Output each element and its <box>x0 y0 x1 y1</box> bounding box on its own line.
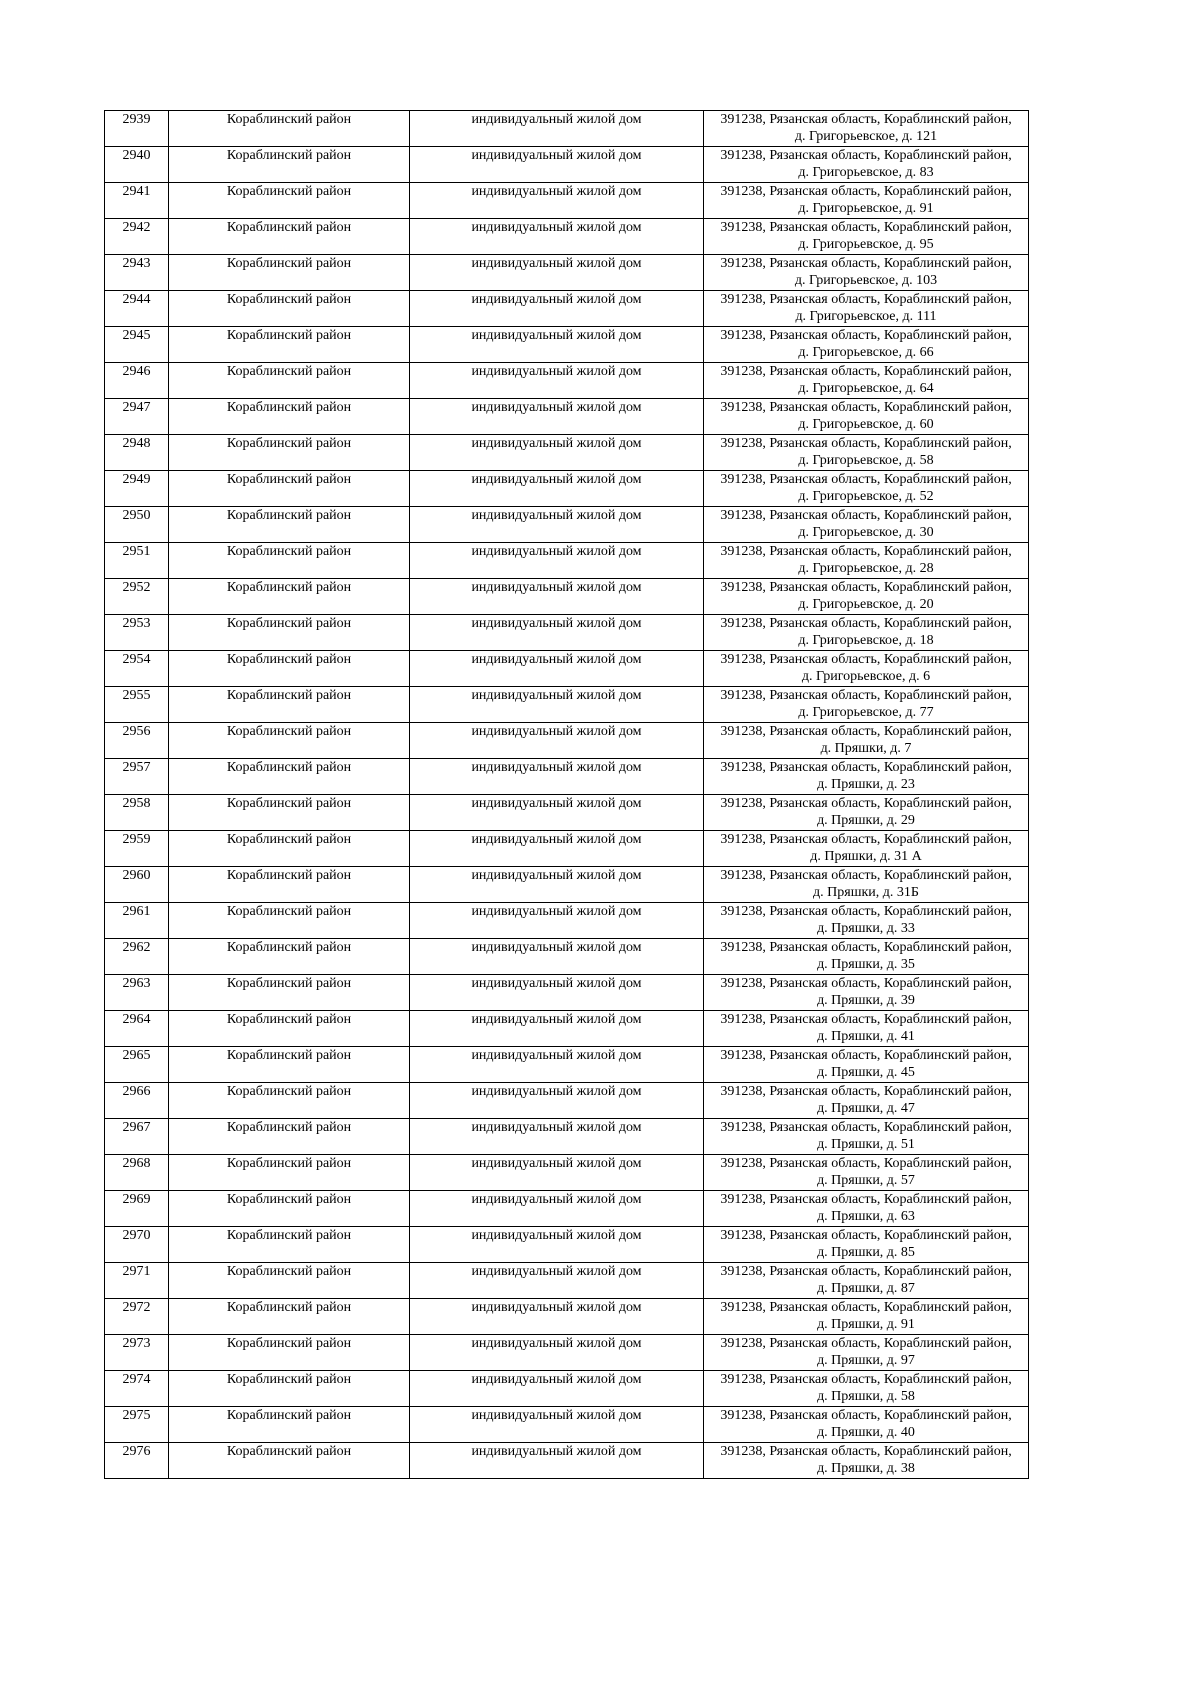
row-number-cell: 2943 <box>105 255 169 291</box>
address-line-region: 391238, Рязанская область, Кораблинский район, <box>720 544 1012 559</box>
table-row <box>105 1119 1029 1155</box>
address-line-house: д. Пряшки, д. 58 <box>817 1389 915 1404</box>
object-type-cell: индивидуальный жилой дом <box>410 1443 704 1479</box>
district-cell: Кораблинский район <box>169 147 410 183</box>
address-line-region: 391238, Рязанская область, Кораблинский район, <box>720 1012 1012 1027</box>
address-cell <box>704 111 1029 147</box>
object-type-cell: индивидуальный жилой дом <box>410 291 704 327</box>
row-number-cell: 2952 <box>105 579 169 615</box>
address-line-region: 391238, Рязанская область, Кораблинский район, <box>720 508 1012 523</box>
object-type-cell: индивидуальный жилой дом <box>410 327 704 363</box>
row-number-cell: 2968 <box>105 1155 169 1191</box>
table-row <box>105 1335 1029 1371</box>
table-row <box>105 255 1029 291</box>
object-type-cell: индивидуальный жилой дом <box>410 867 704 903</box>
address-cell <box>704 651 1029 687</box>
district-cell: Кораблинский район <box>169 687 410 723</box>
district-cell: Кораблинский район <box>169 579 410 615</box>
address-line-region: 391238, Рязанская область, Кораблинский район, <box>720 1228 1012 1243</box>
address-cell <box>704 723 1029 759</box>
row-number-cell: 2955 <box>105 687 169 723</box>
address-cell <box>704 435 1029 471</box>
address-line-region: 391238, Рязанская область, Кораблинский район, <box>720 1444 1012 1459</box>
row-number-cell: 2973 <box>105 1335 169 1371</box>
table-row <box>105 687 1029 723</box>
district-cell: Кораблинский район <box>169 831 410 867</box>
address-line-house: д. Григорьевское, д. 20 <box>798 597 934 612</box>
address-cell <box>704 363 1029 399</box>
object-type-cell: индивидуальный жилой дом <box>410 723 704 759</box>
address-cell <box>704 903 1029 939</box>
address-line-region: 391238, Рязанская область, Кораблинский район, <box>720 364 1012 379</box>
address-cell <box>704 1407 1029 1443</box>
object-type-cell: индивидуальный жилой дом <box>410 183 704 219</box>
address-line-house: д. Григорьевское, д. 66 <box>798 345 934 360</box>
address-cell <box>704 219 1029 255</box>
address-line-region: 391238, Рязанская область, Кораблинский район, <box>720 904 1012 919</box>
address-line-house: д. Пряшки, д. 35 <box>817 957 915 972</box>
address-line-house: д. Пряшки, д. 31 А <box>810 849 922 864</box>
address-line-region: 391238, Рязанская область, Кораблинский район, <box>720 400 1012 415</box>
district-cell: Кораблинский район <box>169 399 410 435</box>
row-number-cell: 2965 <box>105 1047 169 1083</box>
address-cell <box>704 1047 1029 1083</box>
table-row <box>105 759 1029 795</box>
row-number-cell: 2963 <box>105 975 169 1011</box>
object-type-cell: индивидуальный жилой дом <box>410 1335 704 1371</box>
address-cell <box>704 543 1029 579</box>
address-line-region: 391238, Рязанская область, Кораблинский район, <box>720 868 1012 883</box>
object-type-cell: индивидуальный жилой дом <box>410 975 704 1011</box>
object-type-cell: индивидуальный жилой дом <box>410 111 704 147</box>
object-type-cell: индивидуальный жилой дом <box>410 615 704 651</box>
address-line-region: 391238, Рязанская область, Кораблинский район, <box>720 436 1012 451</box>
district-cell: Кораблинский район <box>169 1227 410 1263</box>
district-cell: Кораблинский район <box>169 543 410 579</box>
address-line-house: д. Григорьевское, д. 6 <box>801 669 931 684</box>
table-row <box>105 471 1029 507</box>
district-cell: Кораблинский район <box>169 255 410 291</box>
address-line-region: 391238, Рязанская область, Кораблинский район, <box>720 1300 1012 1315</box>
table-row <box>105 615 1029 651</box>
row-number-cell: 2939 <box>105 111 169 147</box>
address-line-region: 391238, Рязанская область, Кораблинский район, <box>720 1264 1012 1279</box>
object-type-cell: индивидуальный жилой дом <box>410 147 704 183</box>
address-cell <box>704 1011 1029 1047</box>
table-row <box>105 363 1029 399</box>
address-cell <box>704 399 1029 435</box>
district-cell: Кораблинский район <box>169 1155 410 1191</box>
address-line-house: д. Пряшки, д. 45 <box>817 1065 915 1080</box>
address-cell <box>704 1191 1029 1227</box>
row-number-cell: 2948 <box>105 435 169 471</box>
address-line-region: 391238, Рязанская область, Кораблинский район, <box>720 724 1012 739</box>
district-cell: Кораблинский район <box>169 435 410 471</box>
table-row <box>105 1047 1029 1083</box>
address-line-house: д. Григорьевское, д. 64 <box>798 381 934 396</box>
address-line-house: д. Пряшки, д. 40 <box>817 1425 915 1440</box>
object-type-cell: индивидуальный жилой дом <box>410 1119 704 1155</box>
row-number-cell: 2946 <box>105 363 169 399</box>
object-type-cell: индивидуальный жилой дом <box>410 399 704 435</box>
row-number-cell: 2971 <box>105 1263 169 1299</box>
table-row <box>105 1155 1029 1191</box>
row-number-cell: 2974 <box>105 1371 169 1407</box>
address-line-house: д. Пряшки, д. 51 <box>817 1137 915 1152</box>
row-number-cell: 2976 <box>105 1443 169 1479</box>
address-line-house: д. Григорьевское, д. 111 <box>795 309 937 324</box>
table-row <box>105 291 1029 327</box>
address-line-region: 391238, Рязанская область, Кораблинский район, <box>720 832 1012 847</box>
address-line-house: д. Григорьевское, д. 83 <box>798 165 934 180</box>
table-row <box>105 1263 1029 1299</box>
district-cell: Кораблинский район <box>169 363 410 399</box>
object-type-cell: индивидуальный жилой дом <box>410 903 704 939</box>
address-line-house: д. Григорьевское, д. 30 <box>798 525 934 540</box>
district-cell: Кораблинский район <box>169 327 410 363</box>
table-row <box>105 579 1029 615</box>
address-line-region: 391238, Рязанская область, Кораблинский район, <box>720 760 1012 775</box>
row-number-cell: 2940 <box>105 147 169 183</box>
row-number-cell: 2956 <box>105 723 169 759</box>
district-cell: Кораблинский район <box>169 903 410 939</box>
address-line-region: 391238, Рязанская область, Кораблинский район, <box>720 148 1012 163</box>
address-cell <box>704 687 1029 723</box>
table-row <box>105 867 1029 903</box>
table-row <box>105 831 1029 867</box>
table-row <box>105 327 1029 363</box>
address-line-region: 391238, Рязанская область, Кораблинский район, <box>720 688 1012 703</box>
address-line-house: д. Пряшки, д. 23 <box>817 777 915 792</box>
address-line-region: 391238, Рязанская область, Кораблинский район, <box>720 616 1012 631</box>
object-type-cell: индивидуальный жилой дом <box>410 1191 704 1227</box>
address-line-region: 391238, Рязанская область, Кораблинский район, <box>720 1336 1012 1351</box>
object-type-cell: индивидуальный жилой дом <box>410 795 704 831</box>
object-type-cell: индивидуальный жилой дом <box>410 759 704 795</box>
address-line-region: 391238, Рязанская область, Кораблинский район, <box>720 652 1012 667</box>
address-line-house: д. Пряшки, д. 33 <box>817 921 915 936</box>
row-number-cell: 2960 <box>105 867 169 903</box>
address-cell <box>704 831 1029 867</box>
address-line-house: д. Пряшки, д. 91 <box>817 1317 915 1332</box>
object-type-cell: индивидуальный жилой дом <box>410 1263 704 1299</box>
row-number-cell: 2969 <box>105 1191 169 1227</box>
district-cell: Кораблинский район <box>169 867 410 903</box>
row-number-cell: 2958 <box>105 795 169 831</box>
district-cell: Кораблинский район <box>169 291 410 327</box>
address-cell <box>704 507 1029 543</box>
object-type-cell: индивидуальный жилой дом <box>410 939 704 975</box>
address-line-region: 391238, Рязанская область, Кораблинский район, <box>720 1192 1012 1207</box>
address-line-house: д. Григорьевское, д. 95 <box>798 237 934 252</box>
table-row <box>105 111 1029 147</box>
address-line-house: д. Пряшки, д. 47 <box>817 1101 915 1116</box>
address-line-region: 391238, Рязанская область, Кораблинский район, <box>720 1408 1012 1423</box>
address-line-house: д. Пряшки, д. 41 <box>817 1029 915 1044</box>
district-cell: Кораблинский район <box>169 111 410 147</box>
table-row <box>105 1227 1029 1263</box>
district-cell: Кораблинский район <box>169 1191 410 1227</box>
object-type-cell: индивидуальный жилой дом <box>410 1083 704 1119</box>
district-cell: Кораблинский район <box>169 759 410 795</box>
district-cell: Кораблинский район <box>169 615 410 651</box>
table-row <box>105 1299 1029 1335</box>
address-cell <box>704 1155 1029 1191</box>
table-row <box>105 1407 1029 1443</box>
object-type-cell: индивидуальный жилой дом <box>410 1047 704 1083</box>
address-cell <box>704 291 1029 327</box>
object-type-cell: индивидуальный жилой дом <box>410 1011 704 1047</box>
address-cell <box>704 867 1029 903</box>
address-line-region: 391238, Рязанская область, Кораблинский район, <box>720 220 1012 235</box>
row-number-cell: 2954 <box>105 651 169 687</box>
row-number-cell: 2962 <box>105 939 169 975</box>
row-number-cell: 2975 <box>105 1407 169 1443</box>
table-row <box>105 1443 1029 1479</box>
district-cell: Кораблинский район <box>169 1119 410 1155</box>
address-line-house: д. Пряшки, д. 87 <box>817 1281 915 1296</box>
address-line-house: д. Григорьевское, д. 18 <box>798 633 934 648</box>
address-line-region: 391238, Рязанская область, Кораблинский район, <box>720 580 1012 595</box>
address-cell <box>704 795 1029 831</box>
address-cell <box>704 147 1029 183</box>
object-type-cell: индивидуальный жилой дом <box>410 1155 704 1191</box>
address-cell <box>704 759 1029 795</box>
address-cell <box>704 1371 1029 1407</box>
district-cell: Кораблинский район <box>169 1083 410 1119</box>
address-cell <box>704 1083 1029 1119</box>
district-cell: Кораблинский район <box>169 471 410 507</box>
address-cell <box>704 939 1029 975</box>
address-line-house: д. Григорьевское, д. 60 <box>798 417 934 432</box>
object-type-cell: индивидуальный жилой дом <box>410 1407 704 1443</box>
district-cell: Кораблинский район <box>169 183 410 219</box>
table-row <box>105 795 1029 831</box>
address-line-region: 391238, Рязанская область, Кораблинский район, <box>720 328 1012 343</box>
object-type-cell: индивидуальный жилой дом <box>410 579 704 615</box>
row-number-cell: 2967 <box>105 1119 169 1155</box>
address-cell <box>704 1443 1029 1479</box>
address-cell <box>704 1119 1029 1155</box>
table-row <box>105 1011 1029 1047</box>
address-cell <box>704 1335 1029 1371</box>
table-row <box>105 723 1029 759</box>
address-line-region: 391238, Рязанская область, Кораблинский район, <box>720 796 1012 811</box>
housing-registry-table <box>104 110 1029 1479</box>
district-cell: Кораблинский район <box>169 1011 410 1047</box>
district-cell: Кораблинский район <box>169 651 410 687</box>
address-line-house: д. Григорьевское, д. 91 <box>798 201 934 216</box>
address-line-region: 391238, Рязанская область, Кораблинский район, <box>720 1048 1012 1063</box>
table-row <box>105 435 1029 471</box>
object-type-cell: индивидуальный жилой дом <box>410 435 704 471</box>
row-number-cell: 2966 <box>105 1083 169 1119</box>
address-line-region: 391238, Рязанская область, Кораблинский район, <box>720 940 1012 955</box>
address-line-house: д. Пряшки, д. 63 <box>817 1209 915 1224</box>
address-cell <box>704 255 1029 291</box>
district-cell: Кораблинский район <box>169 1299 410 1335</box>
address-line-house: д. Григорьевское, д. 28 <box>798 561 934 576</box>
address-line-region: 391238, Рязанская область, Кораблинский район, <box>720 472 1012 487</box>
row-number-cell: 2945 <box>105 327 169 363</box>
district-cell: Кораблинский район <box>169 1443 410 1479</box>
row-number-cell: 2970 <box>105 1227 169 1263</box>
address-line-region: 391238, Рязанская область, Кораблинский район, <box>720 292 1012 307</box>
address-line-house: д. Пряшки, д. 7 <box>820 741 912 756</box>
table-row <box>105 399 1029 435</box>
table-row <box>105 939 1029 975</box>
table-row <box>105 903 1029 939</box>
address-line-region: 391238, Рязанская область, Кораблинский район, <box>720 256 1012 271</box>
object-type-cell: индивидуальный жилой дом <box>410 219 704 255</box>
district-cell: Кораблинский район <box>169 795 410 831</box>
address-cell <box>704 1227 1029 1263</box>
table-row <box>105 507 1029 543</box>
row-number-cell: 2957 <box>105 759 169 795</box>
row-number-cell: 2942 <box>105 219 169 255</box>
district-cell: Кораблинский район <box>169 507 410 543</box>
address-cell <box>704 1263 1029 1299</box>
district-cell: Кораблинский район <box>169 1371 410 1407</box>
object-type-cell: индивидуальный жилой дом <box>410 543 704 579</box>
address-cell <box>704 615 1029 651</box>
table-row <box>105 147 1029 183</box>
object-type-cell: индивидуальный жилой дом <box>410 1299 704 1335</box>
district-cell: Кораблинский район <box>169 1047 410 1083</box>
address-cell <box>704 1299 1029 1335</box>
address-line-region: 391238, Рязанская область, Кораблинский район, <box>720 112 1012 127</box>
object-type-cell: индивидуальный жилой дом <box>410 507 704 543</box>
row-number-cell: 2949 <box>105 471 169 507</box>
table-row <box>105 1191 1029 1227</box>
row-number-cell: 2964 <box>105 1011 169 1047</box>
address-line-house: д. Пряшки, д. 38 <box>817 1461 915 1476</box>
address-line-house: д. Григорьевское, д. 103 <box>794 273 938 288</box>
address-cell <box>704 327 1029 363</box>
row-number-cell: 2944 <box>105 291 169 327</box>
object-type-cell: индивидуальный жилой дом <box>410 255 704 291</box>
row-number-cell: 2941 <box>105 183 169 219</box>
district-cell: Кораблинский район <box>169 1335 410 1371</box>
address-line-region: 391238, Рязанская область, Кораблинский район, <box>720 1156 1012 1171</box>
object-type-cell: индивидуальный жилой дом <box>410 1371 704 1407</box>
district-cell: Кораблинский район <box>169 1407 410 1443</box>
row-number-cell: 2953 <box>105 615 169 651</box>
row-number-cell: 2959 <box>105 831 169 867</box>
table-row <box>105 543 1029 579</box>
address-line-house: д. Григорьевское, д. 52 <box>798 489 934 504</box>
address-line-region: 391238, Рязанская область, Кораблинский район, <box>720 1372 1012 1387</box>
address-line-house: д. Григорьевское, д. 77 <box>798 705 934 720</box>
address-line-region: 391238, Рязанская область, Кораблинский район, <box>720 1084 1012 1099</box>
object-type-cell: индивидуальный жилой дом <box>410 471 704 507</box>
address-line-house: д. Григорьевское, д. 121 <box>794 129 938 144</box>
address-cell <box>704 975 1029 1011</box>
address-line-house: д. Григорьевское, д. 58 <box>798 453 934 468</box>
address-line-region: 391238, Рязанская область, Кораблинский район, <box>720 184 1012 199</box>
district-cell: Кораблинский район <box>169 219 410 255</box>
address-cell <box>704 471 1029 507</box>
object-type-cell: индивидуальный жилой дом <box>410 831 704 867</box>
address-cell <box>704 579 1029 615</box>
table-row <box>105 651 1029 687</box>
address-line-house: д. Пряшки, д. 57 <box>817 1173 915 1188</box>
row-number-cell: 2972 <box>105 1299 169 1335</box>
address-line-house: д. Пряшки, д. 31Б <box>813 885 919 900</box>
row-number-cell: 2951 <box>105 543 169 579</box>
object-type-cell: индивидуальный жилой дом <box>410 687 704 723</box>
object-type-cell: индивидуальный жилой дом <box>410 363 704 399</box>
district-cell: Кораблинский район <box>169 939 410 975</box>
address-cell <box>704 183 1029 219</box>
address-line-house: д. Пряшки, д. 29 <box>817 813 915 828</box>
registry-table-body <box>105 111 1029 1479</box>
address-line-region: 391238, Рязанская область, Кораблинский район, <box>720 976 1012 991</box>
district-cell: Кораблинский район <box>169 975 410 1011</box>
object-type-cell: индивидуальный жилой дом <box>410 651 704 687</box>
row-number-cell: 2950 <box>105 507 169 543</box>
table-row <box>105 1083 1029 1119</box>
table-row <box>105 975 1029 1011</box>
table-row <box>105 219 1029 255</box>
table-row <box>105 183 1029 219</box>
row-number-cell: 2961 <box>105 903 169 939</box>
table-row <box>105 1371 1029 1407</box>
object-type-cell: индивидуальный жилой дом <box>410 1227 704 1263</box>
address-line-house: д. Пряшки, д. 97 <box>817 1353 915 1368</box>
address-line-house: д. Пряшки, д. 39 <box>817 993 915 1008</box>
address-line-region: 391238, Рязанская область, Кораблинский район, <box>720 1120 1012 1135</box>
address-line-house: д. Пряшки, д. 85 <box>817 1245 915 1260</box>
row-number-cell: 2947 <box>105 399 169 435</box>
district-cell: Кораблинский район <box>169 723 410 759</box>
district-cell: Кораблинский район <box>169 1263 410 1299</box>
